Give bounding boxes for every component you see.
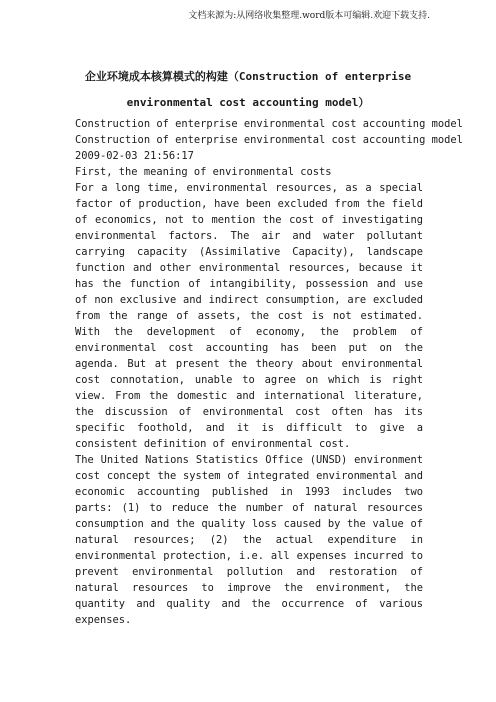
document-body: [75, 116, 463, 628]
paragraph-subtitle-2: Construction of enterprise environmental cost accounting model: [75, 134, 463, 146]
title-line-2: environmental cost accounting model）: [126, 96, 370, 109]
document-title: [74, 64, 422, 116]
section-heading: First, the meaning of environmental costs: [75, 166, 332, 178]
timestamp: 2009-02-03 21:56:17: [75, 150, 194, 162]
paragraph-environmental-resources: For a long time, environmental resources, as a special factor of production, have been excluded from the field of economics, not to mention the cost of investigating environmental factors. The air and water pollutant carrying capacity (Assimilative Capacity), landscape function and other environmental resources, because it has the function of intangibility, possession and use of non exclusive and indirect consumption, are excluded from the range of assets, the cost is not estimated. With the development of economy, the problem of environmental cost accounting has been put on the agenda. But at present the theory about environmental cost connotation, unable to agree on which is right view. From the domestic and international literature, the discussion of environmental cost often has its specific foothold, and it is difficult to give a consistent definition of environmental cost.: [75, 182, 423, 450]
source-header-note: 文档来源为:从网络收集整理.word版本可编辑.欢迎下载支持.: [188, 11, 430, 21]
title-line-1: 企业环境成本核算模式的构建（Construction of enterprise: [84, 70, 412, 83]
paragraph-subtitle-1: Construction of enterprise environmental cost accounting model: [75, 118, 463, 130]
paragraph-unsd-definition: The United Nations Statistics Office (UNSD) environment cost concept the system of integrated environmental and economic accounting published in 1993 includes two parts: (1) to reduce the number of natural resources consumption and the quality loss caused by the value of natural resources; (2) the actual expenditure in environmental protection, i.e. all expenses incurred to prevent environmental pollution and restoration of natural resources to improve the environment, the quantity and quality and the occurrence of various expenses.: [75, 454, 423, 626]
